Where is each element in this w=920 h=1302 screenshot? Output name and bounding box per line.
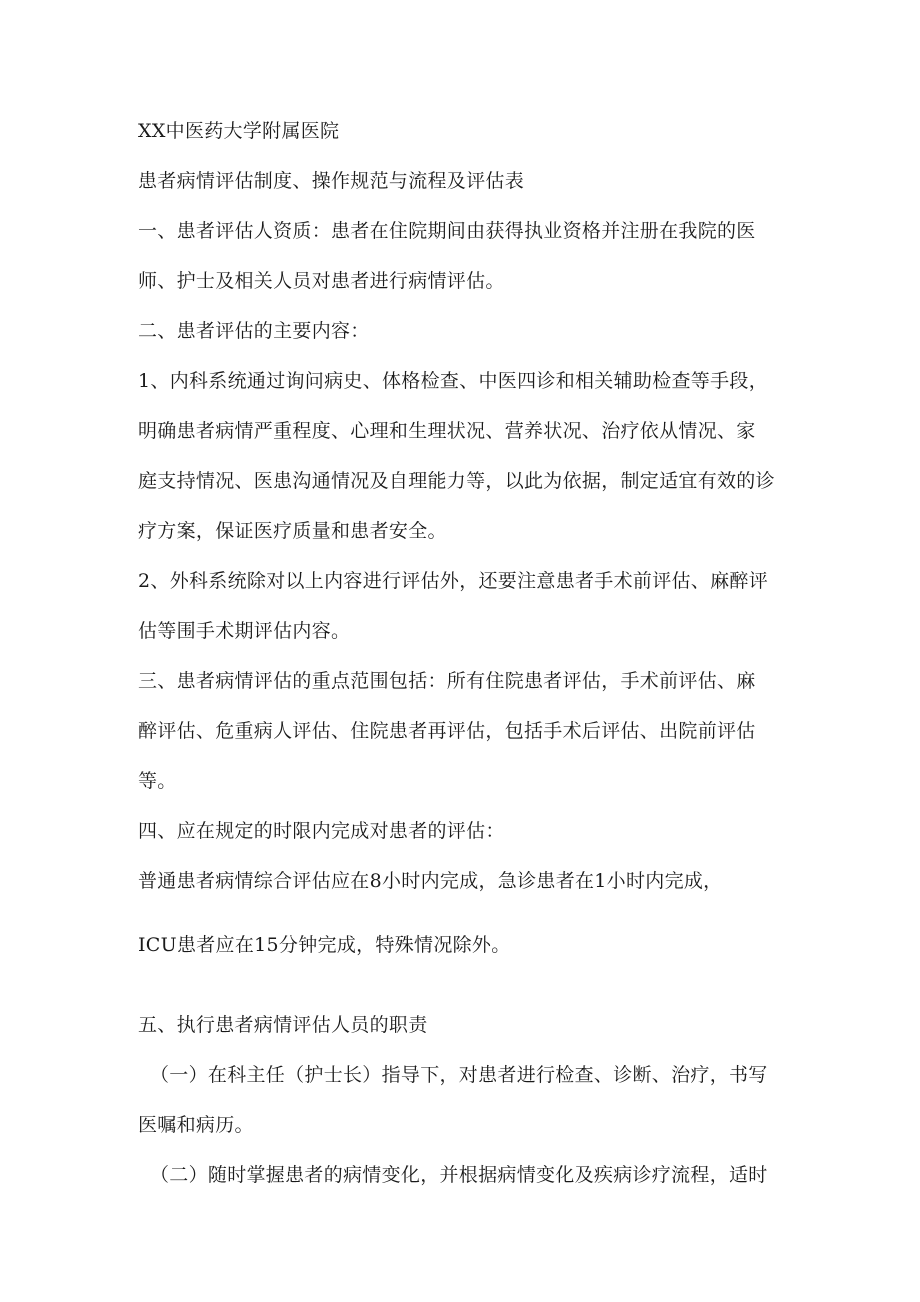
spacer	[138, 970, 788, 1000]
spacer	[138, 906, 788, 920]
paragraph-line: 2、外科系统除对以上内容进行评估外，还要注意患者手术前评估、麻醉评	[138, 570, 768, 592]
paragraph-line: 1、内科系统通过询问病史、体格检查、中医四诊和相关辅助检查等手段，	[138, 370, 768, 392]
document-page	[138, 106, 788, 1200]
section-heading: 四、应在规定的时限内完成对患者的评估：	[138, 820, 505, 842]
paragraph-line: （二）随时掌握患者的病情变化，并根据病情变化及疾病诊疗流程，适时	[150, 1164, 768, 1186]
paragraph-line: 疗方案，保证医疗质量和患者安全。	[138, 520, 447, 542]
paragraph-line: （一）在科主任（护士长）指导下，对患者进行检查、诊断、治疗，书写	[150, 1064, 768, 1086]
paragraph-line: 明确患者病情严重程度、心理和生理状况、营养状况、治疗依从情况、家	[138, 420, 756, 442]
section-heading: 二、患者评估的主要内容：	[138, 320, 370, 342]
paragraph-line: 三、患者病情评估的重点范围包括：所有住院患者评估，手术前评估、麻	[138, 670, 756, 692]
paragraph-line: 庭支持情况、医患沟通情况及自理能力等，以此为依据，制定适宜有效的诊	[138, 470, 775, 492]
paragraph-line: 估等围手术期评估内容。	[138, 620, 351, 642]
section-heading: 五、执行患者病情评估人员的职责	[138, 1014, 428, 1036]
hospital-name: XX中医药大学附属医院	[138, 120, 340, 142]
paragraph-line: ICU患者应在15分钟完成，特殊情况除外。	[138, 934, 511, 956]
paragraph-line: 师、护士及相关人员对患者进行病情评估。	[138, 270, 505, 292]
paragraph-line: 医嘱和病历。	[138, 1114, 254, 1136]
paragraph-line: 醉评估、危重病人评估、住院患者再评估，包括手术后评估、出院前评估	[138, 720, 756, 742]
document-title: 患者病情评估制度、操作规范与流程及评估表	[138, 170, 525, 192]
paragraph-line: 一、患者评估人资质：患者在住院期间由获得执业资格并注册在我院的医	[138, 220, 756, 242]
paragraph-line: 普通患者病情综合评估应在8小时内完成，急诊患者在1小时内完成，	[138, 870, 723, 892]
paragraph-line: 等。	[138, 770, 177, 792]
